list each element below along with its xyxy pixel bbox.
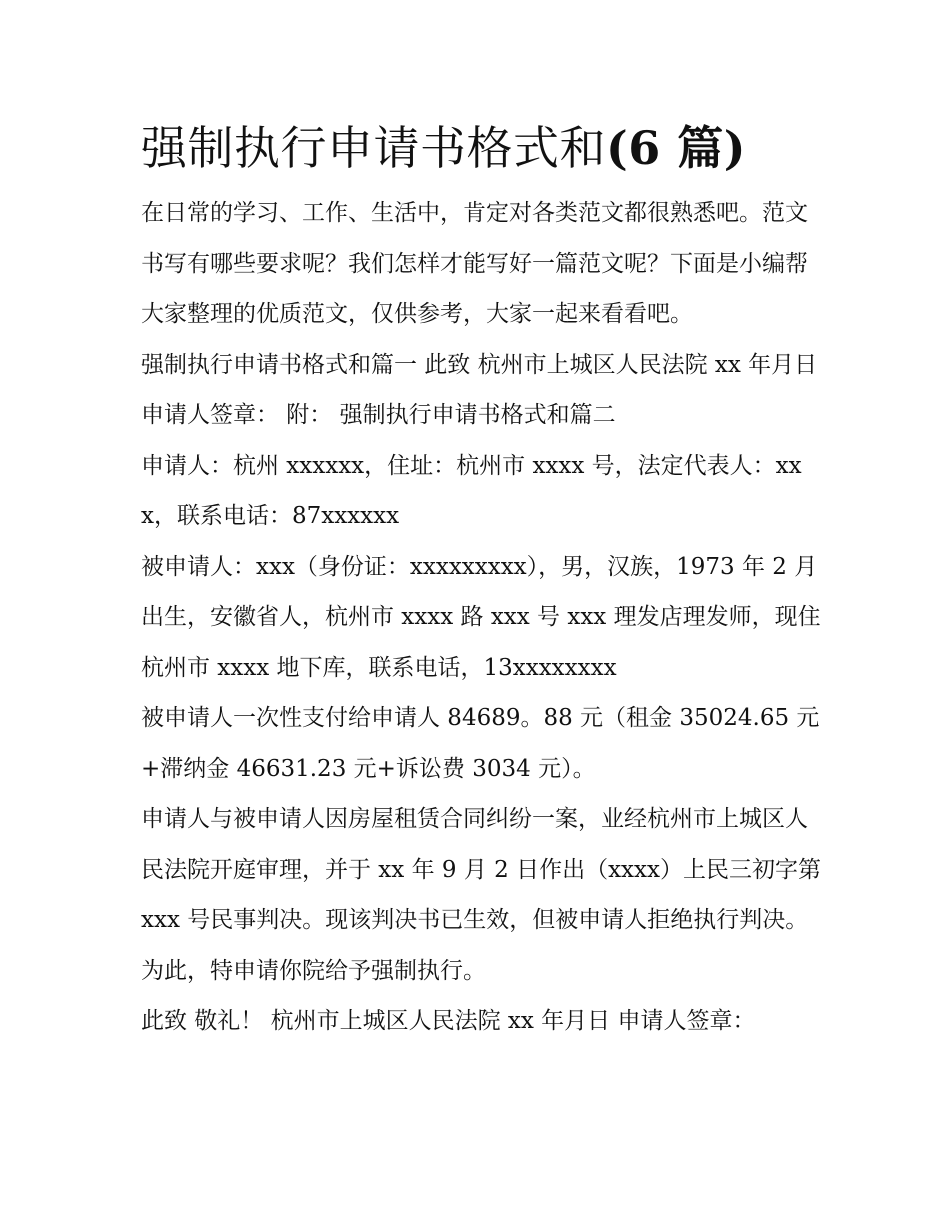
document-title — [141, 112, 821, 184]
document-title-count: (6 篇) — [606, 121, 747, 175]
respondent-paragraph: 被申请人：xxx（身份证：xxxxxxxxx），男，汉族，1973 年 2 月出生，安徽省人，杭州市 xxxx 路 xxx 号 xxx 理发店理发师，现住杭州市 xxxx 地下库，联系电话，13xxxxxxxx — [141, 553, 821, 681]
document-title-text: 强制执行申请书格式和 — [141, 121, 606, 175]
applicant-paragraph: 申请人：杭州 xxxxxx，住址：杭州市 xxxx 号，法定代表人：xxx，联系电话：87xxxxxx — [141, 452, 802, 529]
facts-paragraph: 申请人与被申请人因房屋租赁合同纠纷一案，业经杭州市上城区人民法院开庭审理，并于 xx 年 9 月 2 日作出（xxxx）上民三初字第 xxx 号民事判决。现该判决书已生效，但被申请人拒绝执行判决。为此，特申请你院给予强制执行。 — [141, 806, 821, 984]
request-paragraph: 被申请人一次性支付给申请人 84689。88 元（租金 35024.65 元+滞纳金 46631.23 元+诉讼费 3034 元）。 — [141, 705, 820, 782]
document-page — [141, 112, 821, 1047]
intro-paragraph: 在日常的学习、工作、生活中，肯定对各类范文都很熟悉吧。范文书写有哪些要求呢？我们怎样才能写好一篇范文呢？下面是小编帮大家整理的优质范文，仅供参考，大家一起来看看吧。 — [141, 200, 808, 327]
section-one-paragraph: 强制执行申请书格式和篇一 此致 杭州市上城区人民法院 xx 年月日 申请人签章： 附： 强制执行申请书格式和篇二 — [141, 351, 818, 428]
closing-paragraph: 此致 敬礼！ 杭州市上城区人民法院 xx 年月日 申请人签章： — [141, 1008, 756, 1034]
